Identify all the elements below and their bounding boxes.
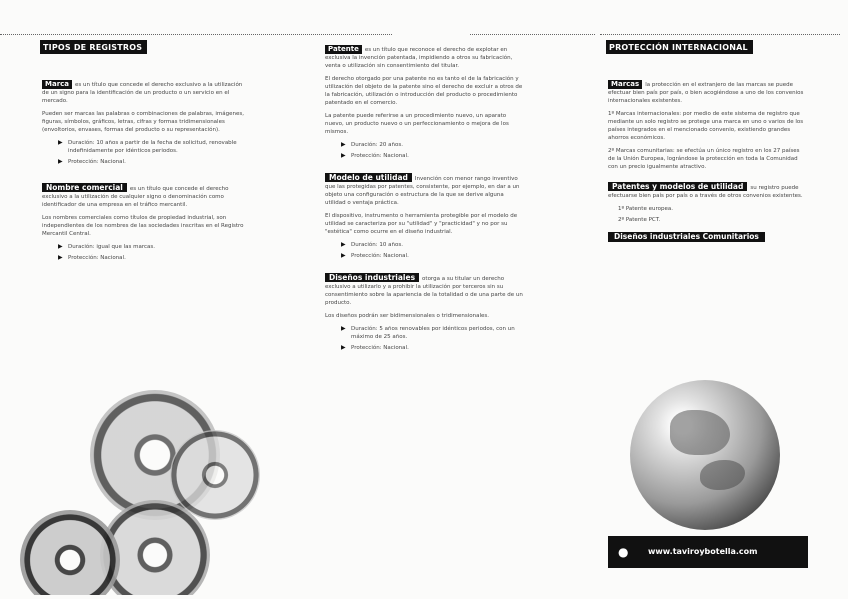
nombre-paragraph	[42, 183, 247, 209]
marcas-paragraph	[608, 80, 808, 105]
modelo-paragraph	[325, 173, 525, 207]
disenos-comunitarios-header: Diseños industriales Comunitarios	[608, 232, 765, 242]
proteccion-internacional-header: PROTECCIÓN INTERNACIONAL	[606, 40, 753, 54]
patente-tag: Patente	[325, 45, 362, 54]
column-1	[42, 80, 247, 265]
patente-europea: 1º Patente europea.	[618, 206, 673, 212]
nombre-proteccion: ▶ Protección: Nacional.	[58, 254, 247, 262]
patente-proteccion: ▶ Protección: Nacional.	[341, 152, 525, 160]
marcas-lead: la protección en el extranjero de las marcas se puede efectuar bien país por país, o bien acogiéndose a uno de los convenios internacionales existentes.	[608, 82, 804, 104]
patente-paragraph	[325, 45, 525, 70]
marca-lead: es un título que concede el derecho exclusivo a la utilización de un signo para la identificación de un producto o un servicio en el mercado.	[42, 82, 243, 104]
column-3	[608, 80, 808, 248]
marcas-internacionales: 1º Marcas internacionales: por medio de este sistema de registro que mediante un solo registro se protege una marca en uno o varios de los países integrados en el mencionado convenio, existiendo grandes ahorros económicos.	[608, 111, 804, 141]
nombre-duracion: ▶ Duración: igual que las marcas.	[58, 243, 247, 251]
center-header-rule	[470, 34, 595, 35]
patente-p3: La patente puede referirse a un procedimiento nuevo, un aparato nuevo, un producto nuevo o un perfeccionamiento o mejora de los mismos.	[325, 113, 509, 135]
modelo-p2: El dispositivo, instrumento o herramienta protegible por el modelo de utilidad se caracteriza por su "utilidad" y "practicidad" y no por su "estética" como ocurre en el diseño industrial.	[325, 213, 518, 235]
column-2	[325, 45, 525, 355]
website-url[interactable]: www.taviroybotella.com	[648, 547, 758, 556]
right-header-rule	[600, 34, 840, 35]
nombre-lead: es un título que concede el derecho exclusivo a la utilización de cualquier signo o denominación como identificador de una empresa en el tráfico mercantil.	[42, 186, 229, 208]
nombre-p2: Los nombres comerciales como títulos de propiedad industrial, son independientes de los nombres de las sociedades inscritas en el Registro Mercantil Central.	[42, 215, 244, 237]
patentes-lead: su registro puede efectuarse bien país por país o a través de otros convenios existentes.	[608, 185, 803, 199]
modelo-duracion: ▶ Duración: 10 años.	[341, 241, 525, 249]
disenos-proteccion: ▶ Protección: Nacional.	[341, 344, 525, 352]
left-header-rule	[0, 34, 392, 35]
marca-p2: Pueden ser marcas las palabras o combinaciones de palabras, imágenes, figuras, símbolos, gráficos, letras, cifras y formas tridimensionales (envoltorios, envases, formas del producto o su representación).	[42, 111, 244, 133]
patente-p2: El derecho otorgado por una patente no es tanto el de la fabricación y utilización del objeto de la patente sino el derecho de excluir a otros de la fabricación, utilización o introducción del producto o procedimiento patentado en el comercio.	[325, 76, 523, 106]
gear-icon	[20, 510, 120, 595]
gear-icon	[170, 430, 260, 520]
website-banner[interactable]	[608, 536, 808, 568]
marca-proteccion: ▶ Protección: Nacional.	[58, 158, 247, 166]
disenos-duracion: ▶ Duración: 5 años renovables por idénticos periodos, con un máximo de 25 años.	[341, 325, 525, 341]
tipos-de-registros-header: TIPOS DE REGISTROS	[40, 40, 147, 54]
disenos-paragraph	[325, 273, 525, 307]
disenos-industriales-tag: Diseños industriales	[325, 273, 419, 282]
marcas-tag: Marcas	[608, 80, 642, 89]
marca-paragraph	[42, 80, 247, 105]
patente-lead: es un título que reconoce el derecho de explotar en exclusiva la invención patentada, impidiendo a otros su fabricación, venta o utilización sin consentimiento del titular.	[325, 47, 513, 69]
disenos-p2: Los diseños podrán ser bidimensionales o tridimensionales.	[325, 313, 490, 319]
gears-illustration	[20, 390, 260, 595]
modelo-lead: Invención con menor rango inventivo que las protegidas por patentes, consistente, por ejemplo, en dar a un objeto una configuración o estructura de la que se derive alguna utilidad o ventaja práctica.	[325, 176, 520, 206]
modelo-proteccion: ▶ Protección: Nacional.	[341, 252, 525, 260]
marca-tag: Marca	[42, 80, 72, 89]
patente-pct: 2º Patente PCT.	[618, 217, 661, 223]
marca-duracion: ▶ Duración: 10 años a partir de la fecha de solicitud, renovable indefinidamente por idénticos periodos.	[58, 139, 247, 155]
disenos-lead: otorga a su titular un derecho exclusivo a utilizarlo y a prohibir la utilización por terceros sin su consentimiento sobre la apariencia de la totalidad o de una parte de un producto.	[325, 276, 523, 306]
modelo-utilidad-tag: Modelo de utilidad	[325, 173, 412, 182]
nombre-comercial-tag: Nombre comercial	[42, 183, 127, 192]
globe-landmass	[670, 410, 730, 455]
patente-duracion: ▶ Duración: 20 años.	[341, 141, 525, 149]
globe-illustration	[630, 380, 780, 530]
marcas-comunitarias: 2º Marcas comunitarias: se efectúa un único registro en los 27 países de la Unión Europea, lográndose la protección en toda la Comunidad con un precio igualmente atractivo.	[608, 148, 800, 170]
globe-icon: ●	[618, 545, 629, 559]
patentes-paragraph	[608, 182, 808, 200]
patentes-modelos-tag: Patentes y modelos de utilidad	[608, 182, 747, 191]
